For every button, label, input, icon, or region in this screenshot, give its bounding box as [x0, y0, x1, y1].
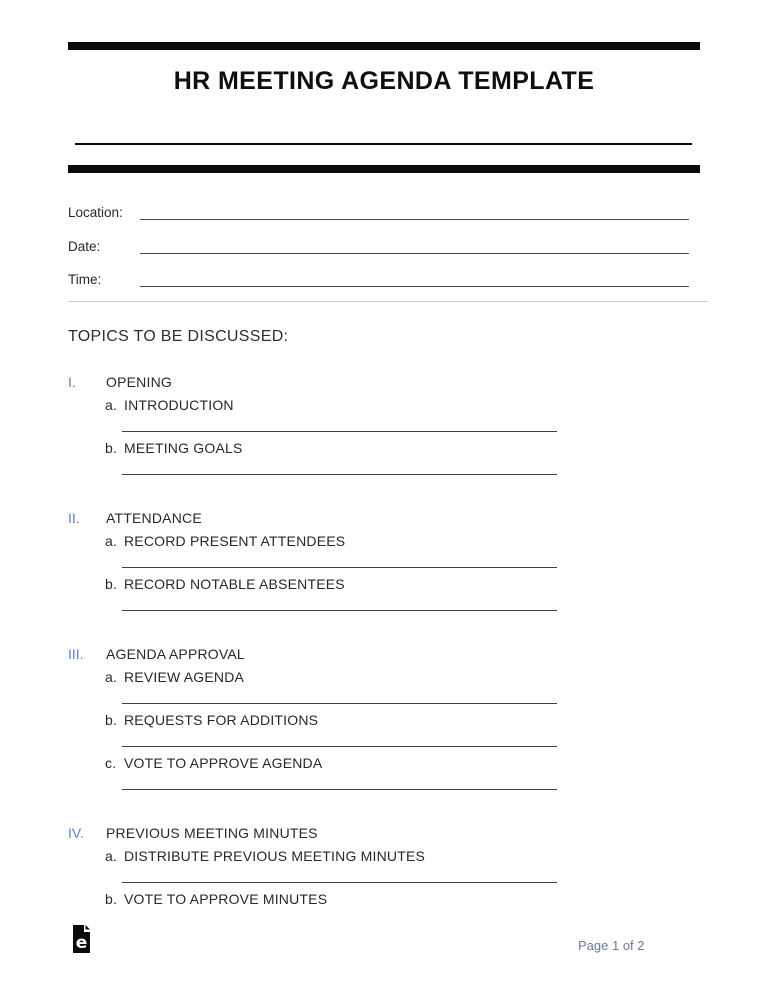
- section-previous-meeting-minutes: [68, 825, 768, 907]
- agenda-item: [105, 891, 768, 907]
- logo-letter: e: [75, 933, 88, 953]
- agenda-sections: [68, 374, 768, 907]
- item-label: INTRODUCTION: [124, 396, 234, 413]
- item-fill-line: [122, 413, 557, 432]
- item-label: REVIEW AGENDA: [124, 668, 245, 685]
- topics-heading: TOPICS TO BE DISCUSSED:: [68, 327, 289, 345]
- item-letter: a.: [105, 396, 118, 413]
- date-label: Date:: [68, 238, 101, 254]
- section-opening: [68, 374, 768, 475]
- item-fill-line: [122, 685, 557, 704]
- item-letter: a.: [105, 847, 118, 864]
- item-label: VOTE TO APPROVE MINUTES: [124, 890, 328, 907]
- meeting-info-fields: [68, 187, 689, 288]
- agenda-item: [105, 712, 768, 728]
- section-title: PREVIOUS MEETING MINUTES: [106, 824, 318, 841]
- date-fill-line: [140, 253, 689, 254]
- section-heading: [68, 825, 768, 841]
- location-fill-line: [140, 219, 689, 220]
- item-label: RECORD NOTABLE ABSENTEES: [124, 575, 345, 592]
- agenda-item: [105, 440, 768, 456]
- agenda-item: [105, 755, 768, 771]
- page-number-label: Page 1 of 2: [578, 938, 645, 953]
- section-title: ATTENDANCE: [106, 509, 202, 526]
- field-row-location: [68, 187, 689, 221]
- header-top-bar: [68, 42, 700, 50]
- time-label: Time:: [68, 272, 102, 287]
- page-title: HR MEETING AGENDA TEMPLATE: [173, 67, 595, 95]
- item-letter: b.: [105, 439, 118, 456]
- section-title: AGENDA APPROVAL: [106, 645, 245, 662]
- agenda-item: [105, 669, 768, 685]
- time-fill-line: [140, 286, 689, 287]
- agenda-item: [105, 848, 768, 864]
- item-label: RECORD PRESENT ATTENDEES: [124, 532, 346, 549]
- title-blank-line: [75, 95, 692, 145]
- item-fill-line: [122, 456, 557, 475]
- section-numeral: II.: [68, 509, 80, 526]
- field-row-date: [68, 220, 689, 254]
- item-label: MEETING GOALS: [124, 439, 243, 456]
- item-fill-line: [122, 549, 557, 568]
- section-numeral: IV.: [68, 824, 84, 841]
- item-label: REQUESTS FOR ADDITIONS: [124, 711, 319, 728]
- header-bottom-bar: [68, 165, 700, 173]
- item-fill-line: [122, 771, 557, 790]
- item-label: VOTE TO APPROVE AGENDA: [124, 754, 323, 771]
- location-label: Location:: [68, 205, 123, 220]
- item-letter: a.: [105, 668, 118, 685]
- item-letter: b.: [105, 890, 118, 907]
- item-letter: b.: [105, 711, 118, 728]
- item-fill-line: [122, 864, 557, 883]
- section-divider: [68, 301, 708, 302]
- section-attendance: [68, 510, 768, 611]
- section-agenda-approval: [68, 646, 768, 790]
- section-numeral: I.: [68, 373, 76, 390]
- item-fill-line: [122, 728, 557, 747]
- item-letter: b.: [105, 575, 118, 592]
- eforms-logo-icon: [72, 924, 91, 954]
- section-title: OPENING: [106, 373, 172, 390]
- section-heading: [68, 374, 768, 390]
- item-label: DISTRIBUTE PREVIOUS MEETING MINUTES: [124, 847, 426, 864]
- field-row-time: [68, 254, 689, 288]
- section-numeral: III.: [68, 645, 84, 662]
- section-heading: [68, 646, 768, 662]
- section-heading: [68, 510, 768, 526]
- item-fill-line: [122, 592, 557, 611]
- agenda-item: [105, 576, 768, 592]
- agenda-item: [105, 397, 768, 413]
- item-letter: c.: [105, 754, 117, 771]
- agenda-item: [105, 533, 768, 549]
- item-letter: a.: [105, 532, 118, 549]
